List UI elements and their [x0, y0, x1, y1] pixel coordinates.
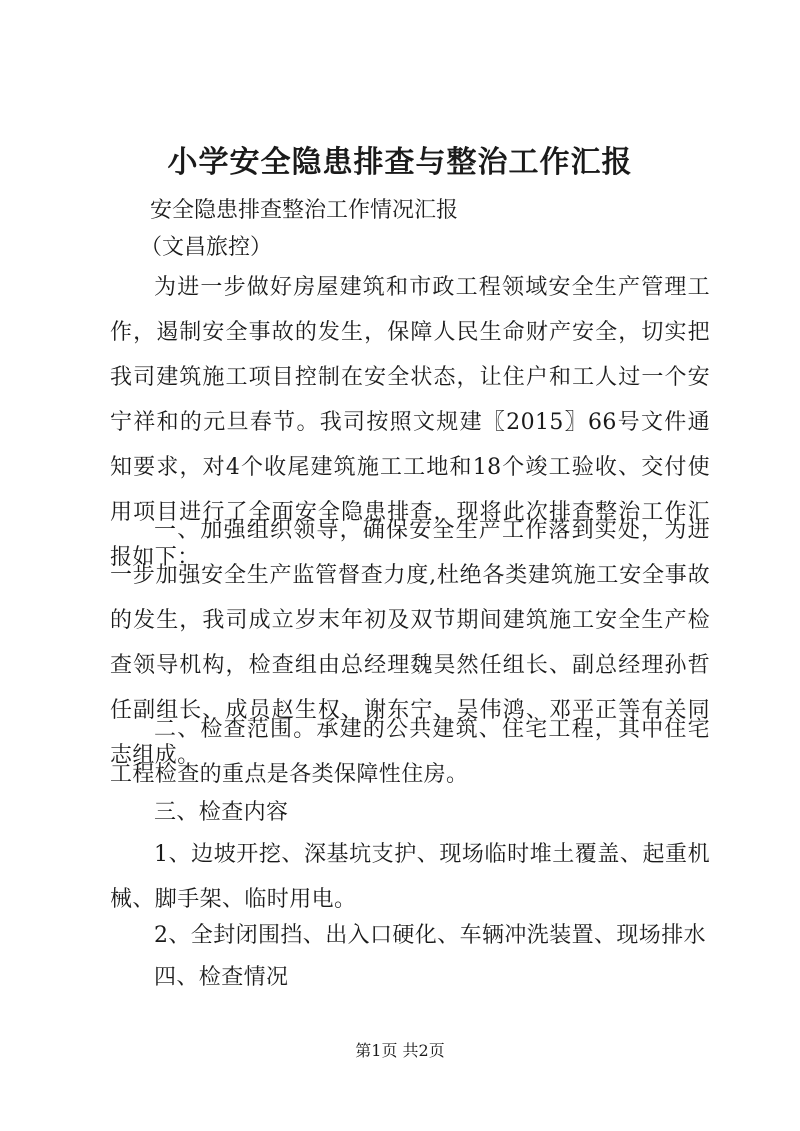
paragraph-section-2: 二、检查范围。承建的公共建筑、住宅工程，其中住宅工程检查的重点是各类保障性住房。 — [110, 717, 710, 787]
document-subtitle: 安全隐患排查整治工作情况汇报 — [150, 198, 459, 223]
paragraph-item-1: 1、边坡开挖、深基坑支护、现场临时堆土覆盖、起重机械、脚手架、临时用电。 — [110, 842, 710, 912]
paragraph-section-3-heading: 三、检查内容 — [154, 800, 289, 825]
paragraph-section-1: 一、加强组织领导，确保安全生产工作落到实处，为进一步加强安全生产监管督查力度,杜绝各类建筑施工安全事故的发生，我司成立岁末年初及双节期间建筑施工安全生产检查领导机构，检查组由总经理魏昊然任组长、副总经理孙哲任副组长、成员赵生权、谢东宁、吴伟鸿、邓平正等有关同志组成。 — [110, 518, 710, 768]
paragraph-intro: 为进一步做好房屋建筑和市政工程领域安全生产管理工作，遏制安全事故的发生，保障人民生命财产安全，切实把我司建筑施工项目控制在安全状态，让住户和工人过一个安宁祥和的元旦春节。我司按照文规建〖2015〗66号文件通知要求，对4个收尾建筑施工工地和18个竣工验收、交付使用项目进行了全面安全隐患排查，现将此次排查整治工作汇报如下： — [110, 275, 710, 570]
page-footer: 第1页 共2页 — [355, 1041, 445, 1060]
paragraph-item-2: 2、全封闭围挡、出入口硬化、车辆冲洗装置、现场排水 — [154, 923, 706, 948]
document-title: 小学安全隐患排查与整治工作汇报 — [167, 145, 633, 180]
document-org: （文昌旅控） — [140, 235, 273, 260]
paragraph-section-4-heading: 四、检查情况 — [154, 965, 289, 990]
